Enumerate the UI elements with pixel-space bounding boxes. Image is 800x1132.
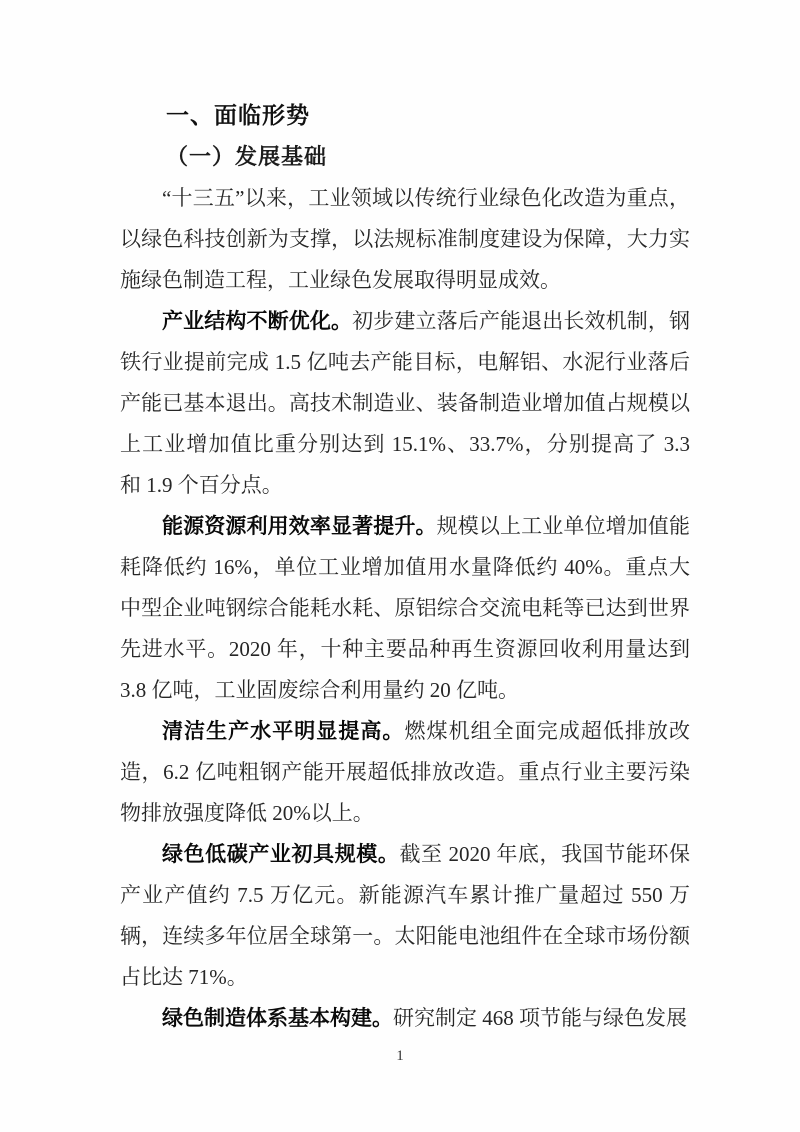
paragraph-lead: 清洁生产水平明显提高。 [162,719,405,743]
paragraph-green-industry [120,834,690,998]
paragraph-intro [120,178,690,301]
paragraph-text: 初步建立落后产能退出长效机制，钢铁行业提前完成 1.5 亿吨去产能目标，电解铝、水泥行业落后产能已基本退出。高技术制造业、装备制造业增加值占规模以上工业增加值比重分别达到 15.1%、33.7%，分别提高了 3.3 和 1.9 个百分点。 [120,309,690,497]
paragraph-lead: 绿色低碳产业初具规模。 [162,842,400,866]
paragraph-lead: 能源资源利用效率显著提升。 [162,514,437,538]
paragraph-industry-structure [120,301,690,506]
page-number: 1 [396,1048,404,1064]
paragraph-text: 规模以上工业单位增加值能耗降低约 16%，单位工业增加值用水量降低约 40%。重点大中型企业吨钢综合能耗水耗、原铝综合交流电耗等已达到世界先进水平。2020 年，十种主要品种再生资源回收利用量达到 3.8 亿吨，工业固废综合利用量约 20 亿吨。 [120,514,690,702]
paragraph-green-manufacturing [120,998,690,1039]
document-body [120,94,690,1039]
paragraph-text: 截至 2020 年底，我国节能环保产业产值约 7.5 万亿元。新能源汽车累计推广量超过 550 万辆，连续多年位居全球第一。太阳能电池组件在全球市场份额占比达 71%。 [120,842,691,989]
paragraph-clean-production [120,711,690,834]
paragraph-lead: 绿色制造体系基本构建。 [162,1006,393,1030]
paragraph-text: “十三五”以来，工业领域以传统行业绿色化改造为重点，以绿色科技创新为支撑，以法规标准制度建设为保障，大力实施绿色制造工程，工业绿色发展取得明显成效。 [120,186,690,292]
section-heading: 一、面临形势 [166,102,310,128]
subsection-heading: （一）发展基础 [166,144,328,169]
paragraph-energy-efficiency [120,506,690,711]
paragraph-text: 研究制定 468 项节能与绿色发展 [393,1006,687,1030]
paragraph-lead: 产业结构不断优化。 [162,309,353,333]
paragraph-text: 燃煤机组全面完成超低排放改造，6.2 亿吨粗钢产能开展超低排放改造。重点行业主要污染物排放强度降低 20%以上。 [120,719,691,825]
